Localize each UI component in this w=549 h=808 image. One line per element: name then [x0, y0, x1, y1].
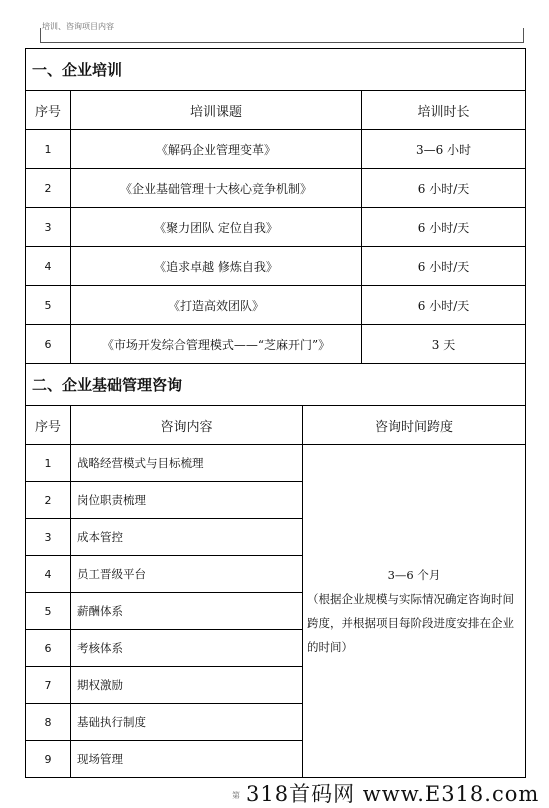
watermark: 318首码网 www.E318.com	[246, 782, 540, 806]
row-duration: 6 小时/天	[362, 208, 526, 247]
row-no: 5	[26, 286, 71, 325]
col-header-no: 序号	[26, 91, 71, 130]
row-duration: 6 小时/天	[362, 169, 526, 208]
consulting-span-cell	[303, 445, 526, 778]
row-no: 9	[26, 741, 71, 778]
row-no: 8	[26, 704, 71, 741]
row-content: 岗位职责梳理	[71, 482, 303, 519]
row-no: 1	[26, 445, 71, 482]
page-footer	[0, 776, 549, 808]
row-duration: 3 天	[362, 325, 526, 364]
row-no: 3	[26, 519, 71, 556]
row-content: 成本管控	[71, 519, 303, 556]
row-topic: 《企业基础管理十大核心竞争机制》	[71, 169, 362, 208]
document-body	[25, 48, 525, 778]
row-no: 3	[26, 208, 71, 247]
page-header	[40, 18, 524, 43]
training-table	[25, 48, 526, 364]
row-content: 员工晋级平台	[71, 556, 303, 593]
consulting-header-row	[26, 406, 526, 445]
table-row	[26, 169, 526, 208]
row-duration: 6 小时/天	[362, 286, 526, 325]
table-row	[26, 445, 526, 482]
row-no: 6	[26, 325, 71, 364]
col-header-no: 序号	[26, 406, 71, 445]
row-content: 战略经营模式与目标梳理	[71, 445, 303, 482]
training-header-row	[26, 91, 526, 130]
header-text: 培训、咨询项目内容	[42, 22, 114, 31]
section1-title: 一、企业培训	[26, 49, 526, 91]
row-content: 现场管理	[71, 741, 303, 778]
header-tick-right	[523, 28, 524, 42]
span-note: （根据企业规模与实际情况确定咨询时间跨度，并根据项目每阶段进度安排在企业的时间）	[307, 592, 514, 654]
page-label: 第	[232, 791, 240, 800]
col-header-content: 咨询内容	[71, 406, 303, 445]
row-topic: 《打造高效团队》	[71, 286, 362, 325]
table-row	[26, 208, 526, 247]
col-header-topic: 培训课题	[71, 91, 362, 130]
table-row	[26, 247, 526, 286]
span-duration: 3—6 个月	[387, 568, 441, 582]
consulting-table	[25, 363, 526, 778]
col-header-duration: 培训时长	[362, 91, 526, 130]
row-content: 期权激励	[71, 667, 303, 704]
table-row	[26, 130, 526, 169]
section2-title: 二、企业基础管理咨询	[26, 364, 526, 406]
row-content: 薪酬体系	[71, 593, 303, 630]
row-no: 4	[26, 556, 71, 593]
row-content: 考核体系	[71, 630, 303, 667]
row-topic: 《解码企业管理变革》	[71, 130, 362, 169]
row-no: 4	[26, 247, 71, 286]
row-topic: 《市场开发综合管理模式——“芝麻开门”》	[71, 325, 362, 364]
row-no: 6	[26, 630, 71, 667]
row-no: 2	[26, 169, 71, 208]
table-row	[26, 325, 526, 364]
row-topic: 《聚力团队 定位自我》	[71, 208, 362, 247]
row-duration: 6 小时/天	[362, 247, 526, 286]
row-no: 2	[26, 482, 71, 519]
row-topic: 《追求卓越 修炼自我》	[71, 247, 362, 286]
row-duration: 3—6 小时	[362, 130, 526, 169]
row-content: 基础执行制度	[71, 704, 303, 741]
table-row	[26, 286, 526, 325]
header-tick-left	[40, 28, 41, 42]
row-no: 5	[26, 593, 71, 630]
col-header-span: 咨询时间跨度	[303, 406, 526, 445]
row-no: 1	[26, 130, 71, 169]
row-no: 7	[26, 667, 71, 704]
